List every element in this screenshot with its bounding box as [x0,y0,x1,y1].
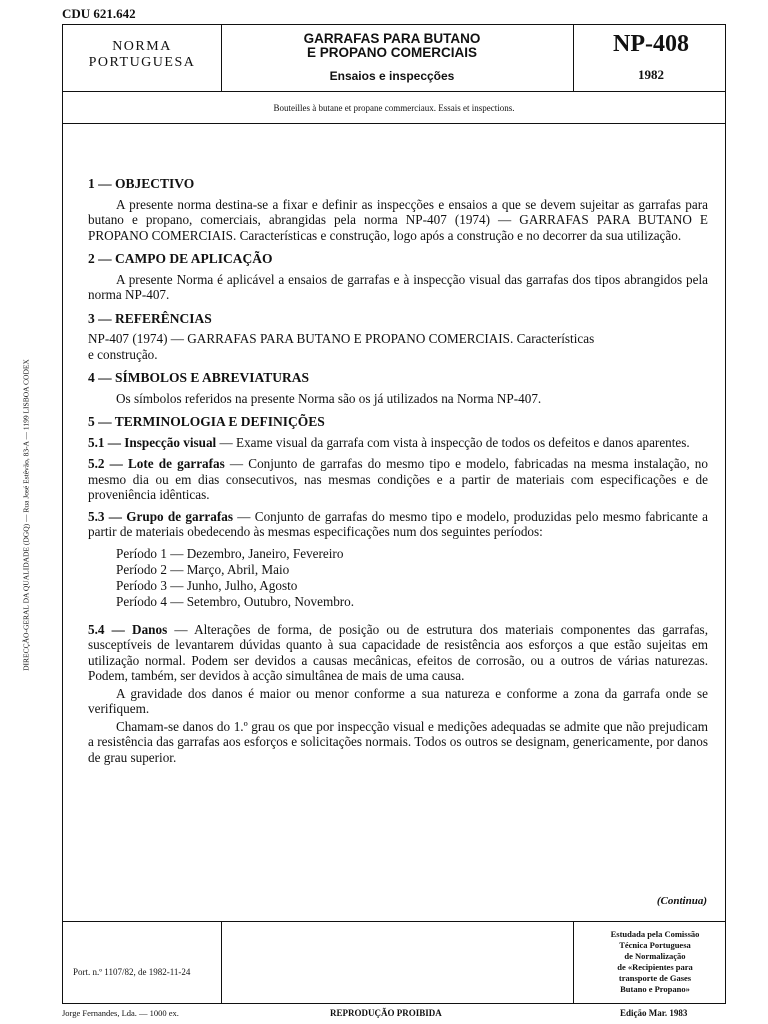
definition-text: — Conjunto de garrafas do mesmo tipo e modelo, fabricadas na mesma instalação, no mesmo dia ou em dias consecutivos, nas mesmas condições e a partir de materiais com especificações e de proveniência idênticas. [88,456,708,502]
definition-text: — Exame visual da garrafa com vista à inspecção de todos os defeitos e danos aparentes. [216,434,690,450]
cdu-code: CDU 621.642 [62,6,136,21]
french-divider [63,123,725,124]
period-item: Período 3 — Junho, Julho, Agosto [116,577,298,593]
standard-year: 1982 [638,67,664,82]
period-item: Período 4 — Setembro, Outubro, Novembro. [116,593,355,609]
section-heading: 4 — SÍMBOLOS E ABREVIATURAS [88,370,310,385]
committee-line: de «Recipientes para [617,962,693,972]
header-col-divider-left [221,25,222,91]
document-body [88,176,708,773]
section-heading: 5 — TERMINOLOGIA E DEFINIÇÕES [88,414,325,429]
definition-term: 5.3 — Grupo de garrafas [88,508,234,524]
norma-line: NORMA [112,39,172,54]
document-subtitle: Ensaios e inspecções [329,69,455,83]
reference-line: NP-407 (1974) — GARRAFAS PARA BUTANO E PROPANO COMERCIAIS. Características [88,331,595,346]
period-item: Período 1 — Dezembro, Janeiro, Fevereiro [116,545,344,561]
definition-paragraph: A gravidade dos danos é maior ou menor conforme a sua natureza e conforme a zona da garrafa onde se verifiquem. [88,685,708,716]
committee-line: Butano e Propano» [620,984,690,994]
section-heading: 1 — OBJECTIVO [88,176,195,191]
footer-col-divider-right [573,921,574,1003]
section-simbolos [88,370,708,406]
side-address [14,330,38,700]
section-paragraph: A presente Norma é aplicável a ensaios de garrafas e à inspecção visual das garrafas dos tipos abrangidos pela norma NP-407. [88,271,708,302]
reproduction-notice: REPRODUÇÃO PROIBIDA [330,1008,442,1018]
footer-col-divider-left [221,921,222,1003]
section-campo-aplicacao [88,251,708,303]
section-referencias [88,311,708,363]
committee-line: Técnica Portuguesa [619,940,691,950]
committee-line: transporte de Gases [618,973,692,983]
title-line-1: GARRAFAS PARA BUTANO [303,31,481,46]
header-divider [63,91,725,92]
definition-5-1 [88,435,708,451]
section-heading: 3 — REFERÊNCIAS [88,310,212,326]
period-list [88,546,708,610]
edition-date: Edição Mar. 1983 [620,1008,688,1018]
period-item: Período 2 — Março, Abril, Maio [116,561,290,577]
side-address-text: DIRECÇÃO-GERAL DA QUALIDADE (DGQ) — Rua José Estêvão, 83-A — 1199 LISBOA CODEX [21,359,31,671]
norma-portuguesa-label [63,39,221,71]
section-heading: 2 — CAMPO DE APLICAÇÃO [88,251,273,266]
definition-5-4 [88,622,708,684]
continua-label: (Continua) [656,895,707,907]
reference-line-continued: e construção. [88,346,158,362]
section-paragraph: Os símbolos referidos na presente Norma são os já utilizados na Norma NP-407. [116,390,542,406]
standard-number: NP-408 [613,31,689,57]
committee-line: Estudada pela Comissão [610,929,700,939]
title-line-2: E PROPANO COMERCIAIS [306,45,477,60]
definition-text: — Conjunto de garrafas do mesmo tipo e modelo, produzidas pelo mesmo fabricante a partir de materiais obedecendo às mesmas especificações num dos seguintes períodos: [88,508,709,539]
committee-line: de Normalização [624,951,686,961]
definition-5-3 [88,509,708,540]
definition-5-2 [88,456,708,503]
section-objectivo [88,176,708,243]
printer-credit: Jorge Fernandes, Lda. — 1000 ex. [62,1008,179,1018]
definition-text: — Alterações de forma, de posição ou de estrutura dos materiais componentes das garrafas, susceptíveis de levantarem dúvidas quanto à sua capacidade de resistência aos esforços a que estão sujeitas em utilização normal. Podem ser devidos a causas mecânicas, efeitos de corrosão, ou a outros de várias naturezas. Podem, também, ser devidos à acção simultânea de mais de uma causa. [88,621,708,683]
footer-divider [63,921,725,922]
french-title: Bouteilles à butane et propane commerciaux. Essais et inspections. [273,103,515,113]
document-title [223,32,561,60]
definition-term: 5.1 — Inspecção visual [88,434,217,450]
definition-term: 5.4 — Danos [88,621,168,637]
committee-note [583,929,727,995]
definition-paragraph: Chamam-se danos do 1.º grau os que por inspecção visual e medições adequadas se admite que não prejudicam a resistência das garrafas aos esforços e solicitações normais. Todos os outros se designam, genericamente, por danos de grau superior. [88,718,708,765]
section-terminologia [88,414,708,765]
header-col-divider-right [573,25,574,91]
portuguesa-line: PORTUGUESA [88,55,196,70]
definition-term: 5.2 — Lote de garrafas [88,456,225,471]
section-paragraph: A presente norma destina-se a fixar e definir as inspecções e ensaios a que se devem sujeitar as garrafas para butano e propano, comerciais, abrangidas pela norma NP-407 (1974) — GARRAFAS PARA BUTANO E PROPANO COMERCIAIS. Características e construção, logo após a construção e no decorrer da sua utilização. [88,196,708,243]
portaria-reference: Port. n.º 1107/82, de 1982-11-24 [73,967,191,977]
